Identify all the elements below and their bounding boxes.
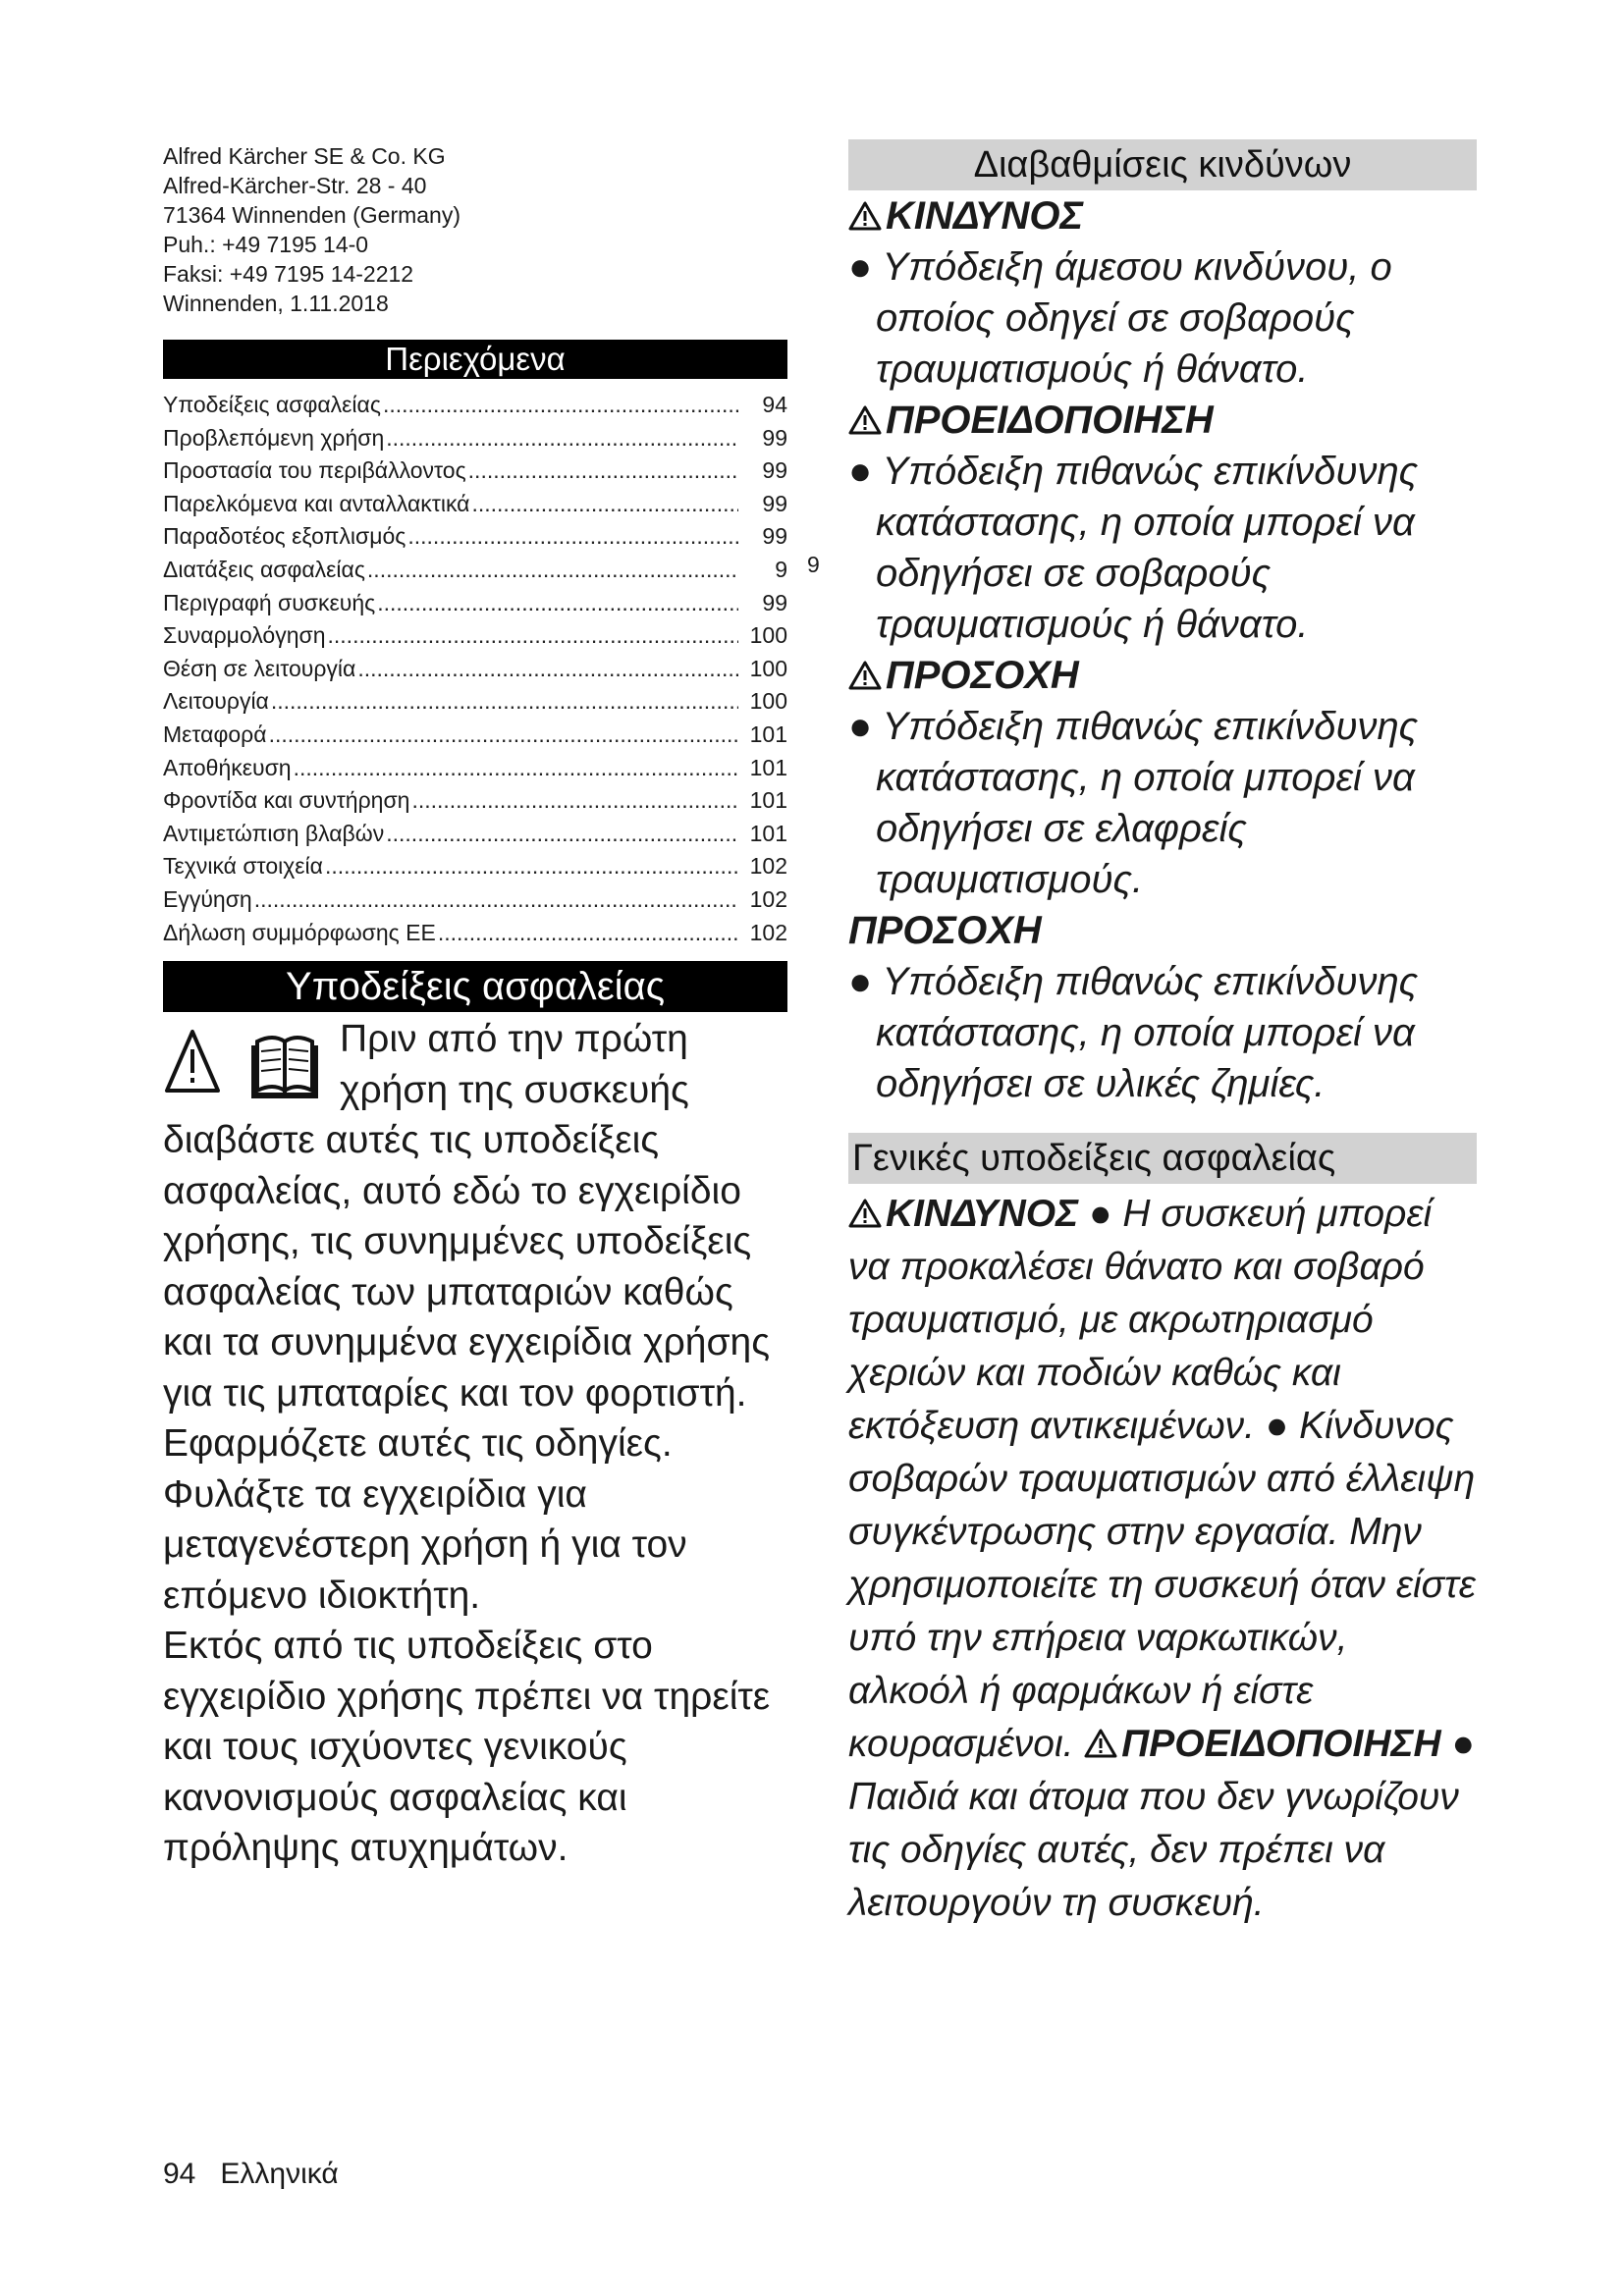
right-column <box>848 139 1477 1930</box>
address-line: Alfred-Kärcher-Str. 28 - 40 <box>163 173 427 198</box>
toc-item-title: Λειτουργία <box>163 688 269 715</box>
toc-item[interactable] <box>163 752 787 785</box>
toc-item[interactable] <box>163 850 787 883</box>
toc-leader <box>254 883 738 917</box>
danger-text <box>848 241 1477 395</box>
toc-item[interactable] <box>163 554 787 587</box>
toc-item-title: Προβλεπόμενη χρήση <box>163 424 385 451</box>
warning-triangle-icon <box>167 1032 218 1091</box>
toc-item-title: Μεταφορά <box>163 721 267 747</box>
warning-triangle-icon <box>848 405 882 435</box>
toc-heading: Περιεχόμενα <box>163 340 787 379</box>
toc-item-title: Εγγύηση <box>163 885 252 912</box>
toc-item-page: 99 <box>762 490 787 516</box>
toc-leader <box>411 784 738 818</box>
toc-item-title: Υποδείξεις ασφαλείας <box>163 392 381 417</box>
caution-text <box>848 701 1477 905</box>
toc-item-page: 102 <box>749 853 787 880</box>
intro-first-line: Πριν από την πρώτη <box>340 1018 688 1061</box>
toc-item[interactable] <box>163 587 787 620</box>
toc-item[interactable] <box>163 653 787 686</box>
toc-leader <box>367 554 738 587</box>
notice-text <box>848 956 1477 1109</box>
toc-item-page: 99 <box>762 424 787 451</box>
danger-description: ● Υπόδειξη άμεσου κινδύνου, ο οποίος οδηγεί σε σοβαρούς τραυματισμούς ή θάνατο. <box>848 245 1392 391</box>
toc-item-title: Θέση σε λειτουργία <box>163 655 356 681</box>
toc-item-page: 102 <box>749 885 787 912</box>
warning-triangle-icon <box>1084 1729 1117 1758</box>
toc-leader <box>294 752 738 785</box>
general-danger-label: ΚΙΝΔΥΝΟΣ <box>886 1193 1079 1235</box>
toc-item-page: 101 <box>749 754 787 780</box>
toc-leader <box>357 653 738 686</box>
toc-item-title: Παραδοτέος εξοπλισμός <box>163 523 406 550</box>
toc-item[interactable] <box>163 520 787 554</box>
toc-item-page: 99 <box>762 457 787 484</box>
toc-leader <box>468 454 738 488</box>
toc-item-page: 99 <box>762 589 787 615</box>
intro-paragraph: διαβάστε αυτές τις υποδείξεις ασφαλείας, αυτό εδώ το εγχειρίδιο χρήσης, τις συνημμένες υποδείξεις ασφαλείας των μπαταριών καθώς και τα συνημμένα εγχειρίδια χρήσης για τις μπαταρίες και τον φορτιστή. Εφαρμόζετε αυτές τις οδηγίες. Φυλάξτε τα εγχειρίδια για μεταγενέστερη χρήση ή για τον επόμενο ιδιοκτήτη. <box>163 1119 771 1617</box>
caution-description: ● Υπόδειξη πιθανώς επικίνδυνης κατάστασης, η οποία μπορεί να οδηγήσει σε ελαφρείς τραυματισμούς. <box>848 705 1419 901</box>
toc-item-page: 9 <box>775 556 787 582</box>
warning-description: ● Υπόδειξη πιθανώς επικίνδυνης κατάστασης, η οποία μπορεί να οδηγήσει σε σοβαρούς τραυματισμούς ή θάνατο. <box>848 450 1419 646</box>
toc-item-page: 100 <box>749 622 787 649</box>
toc-leader <box>377 587 738 620</box>
general-safety-text <box>848 1188 1477 1930</box>
notice-description: ● Υπόδειξη πιθανώς επικίνδυνης κατάστασης, η οποία μπορεί να οδηγήσει σε υλικές ζημίες. <box>848 960 1419 1105</box>
toc-item-page: 94 <box>762 392 787 417</box>
toc-leader <box>407 520 738 554</box>
toc-leader <box>383 389 738 422</box>
toc-item-title: Παρελκόμενα και ανταλλακτικά <box>163 490 470 516</box>
warning-triangle-icon <box>848 661 882 690</box>
toc-leader <box>386 422 738 455</box>
toc-item-title: Φροντίδα και συντήρηση <box>163 787 410 814</box>
toc-item-title: Διατάξεις ασφαλείας <box>163 556 365 582</box>
toc-item-title: Συναρμολόγηση <box>163 622 326 649</box>
warning-text <box>848 446 1477 650</box>
toc-item-page: 99 <box>762 523 787 550</box>
toc-leader <box>269 719 738 752</box>
address-line: Puh.: +49 7195 14-0 <box>163 232 369 257</box>
page-number: 94 <box>163 2158 196 2190</box>
caution-title <box>848 650 1477 701</box>
warning-label: ΠΡΟΕΙΔΟΠΟΙΗΣΗ <box>886 399 1214 442</box>
toc-item[interactable] <box>163 917 787 950</box>
toc-item-page: 101 <box>749 820 787 846</box>
toc-leader <box>325 850 738 883</box>
notice-label: ΠΡΟΣΟΧΗ <box>848 909 1042 952</box>
toc-item[interactable] <box>163 784 787 818</box>
toc-leader <box>438 917 738 950</box>
toc-item-page: 100 <box>749 655 787 681</box>
toc-item-title: Αποθήκευση <box>163 754 292 780</box>
address-line: Faksi: +49 7195 14-2212 <box>163 261 414 287</box>
toc-leader <box>271 685 738 719</box>
toc-item-title: Προστασία του περιβάλλοντος <box>163 457 466 484</box>
toc-item[interactable] <box>163 685 787 719</box>
toc-item[interactable] <box>163 719 787 752</box>
toc-item-page: 101 <box>749 721 787 747</box>
address-line: Alfred Kärcher SE & Co. KG <box>163 143 446 169</box>
toc-item[interactable] <box>163 818 787 851</box>
toc-item[interactable] <box>163 619 787 653</box>
danger-title <box>848 190 1477 241</box>
stray-page-number: 9 <box>807 552 820 577</box>
toc-item[interactable] <box>163 389 787 422</box>
warning-title <box>848 395 1477 446</box>
address-line: Winnenden, 1.11.2018 <box>163 291 389 316</box>
toc-leader <box>471 488 738 521</box>
intro-second-line: χρήση της συσκευής <box>340 1068 689 1111</box>
toc-item[interactable] <box>163 422 787 455</box>
warning-triangle-icon <box>848 201 882 231</box>
toc-item-page: 102 <box>749 919 787 945</box>
accident-prevention-paragraph: Εκτός από τις υποδείξεις στο εγχειρίδιο χρήσης πρέπει να τηρείτε και τους ισχύοντες γενικούς κανονισμούς ασφαλείας και πρόληψης ατυχημάτων. <box>163 1625 771 1870</box>
warning-triangle-icon <box>848 1199 882 1228</box>
toc-item[interactable] <box>163 883 787 917</box>
address-line: 71364 Winnenden (Germany) <box>163 202 460 228</box>
company-address <box>163 141 787 318</box>
general-danger-text: ● Η συσκευή μπορεί να προκαλέσει θάνατο και σοβαρό τραυματισμό, με ακρωτηριασμό χεριών και ποδιών καθώς και εκτόξευση αντικειμένων. ● Κίνδυνος σοβαρών τραυματισμών από έλλειψη συγκέντρωσης στην εργασία. Μην χρησιμοποιείτε τη συσκευή όταν είστε υπό την επήρεια ναρκωτικών, αλκοόλ ή φαρμάκων ή είστε κουρασμένοι. <box>848 1193 1476 1765</box>
toc-item-title: Τεχνικά στοιχεία <box>163 853 323 880</box>
general-safety-heading: Γενικές υποδείξεις ασφαλείας <box>848 1133 1477 1184</box>
toc-item-title: Περιγραφή συσκευής <box>163 589 376 615</box>
danger-label: ΚΙΝΔΥΝΟΣ <box>886 194 1084 238</box>
table-of-contents <box>163 389 787 949</box>
footer-language: Ελληνικά <box>220 2158 339 2190</box>
toc-item[interactable] <box>163 454 787 488</box>
toc-item-page: 100 <box>749 688 787 715</box>
safety-intro <box>163 1014 787 1874</box>
toc-leader <box>386 818 738 851</box>
read-manual-icon <box>251 1038 318 1098</box>
warning-and-manual-icons <box>163 1022 340 1110</box>
hazard-levels-heading: Διαβαθμίσεις κινδύνων <box>848 139 1477 190</box>
toc-item-title: Αντιμετώπιση βλαβών <box>163 820 385 846</box>
general-warning-text: ● Παιδιά και άτομα που δεν γνωρίζουν τις οδηγίες αυτές, δεν πρέπει να λειτουργούν τη συσκευή. <box>848 1723 1476 1924</box>
toc-item-page: 101 <box>749 787 787 814</box>
safety-heading: Υποδείξεις ασφαλείας <box>163 961 787 1012</box>
left-column <box>163 139 787 1874</box>
general-warning-label: ΠΡΟΕΙΔΟΠΟΙΗΣΗ <box>1121 1723 1441 1765</box>
notice-title <box>848 905 1477 956</box>
toc-leader <box>328 619 738 653</box>
caution-label: ΠΡΟΣΟΧΗ <box>886 654 1079 697</box>
toc-item-title: Δήλωση συμμόρφωσης ΕΕ <box>163 919 436 945</box>
page-footer <box>163 2158 339 2191</box>
toc-item[interactable] <box>163 488 787 521</box>
